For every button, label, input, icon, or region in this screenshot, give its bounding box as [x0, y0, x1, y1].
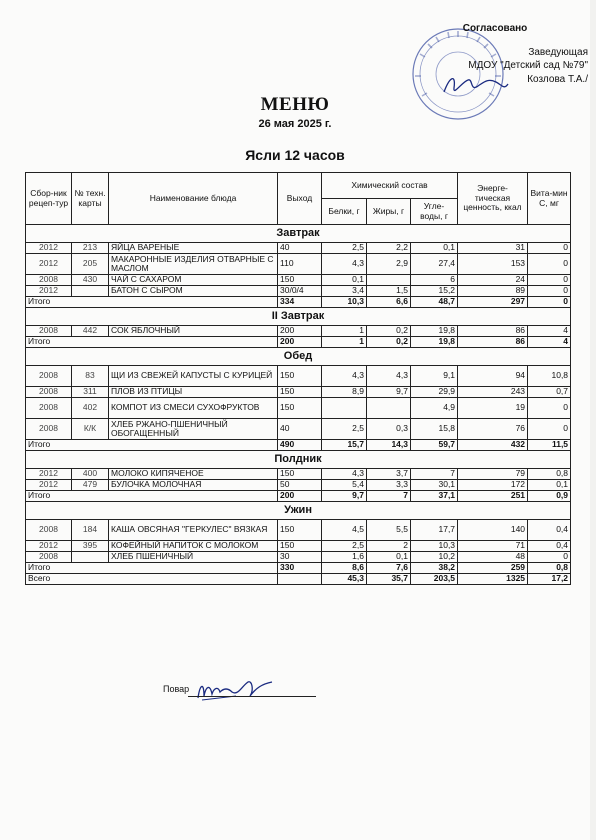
carbs-cell: 19,8: [411, 326, 458, 337]
proteins-cell: 3,4: [322, 286, 367, 297]
section-header-row: [26, 451, 571, 469]
vitamin-cell: 0,4: [528, 541, 571, 552]
section-title: Ужин: [26, 502, 571, 520]
proteins-cell: 5,4: [322, 480, 367, 491]
output-cell: 40: [278, 243, 322, 254]
energy-cell: 48: [458, 552, 528, 563]
proteins-cell: 4,3: [322, 254, 367, 275]
collection-cell: 2008: [26, 520, 72, 541]
tech-card-cell: 402: [72, 398, 109, 419]
energy-cell: 153: [458, 254, 528, 275]
fats-cell: 0,3: [367, 419, 411, 440]
column-header-dish: Наименование блюда: [109, 173, 278, 225]
total-output-cell: 200: [278, 491, 322, 502]
total-output-cell: 490: [278, 440, 322, 451]
table-row: [26, 398, 571, 419]
total-energy-cell: 251: [458, 491, 528, 502]
dish-name-cell: БУЛОЧКА МОЛОЧНАЯ: [109, 480, 278, 491]
dish-name-cell: КОФЕЙНЫЙ НАПИТОК С МОЛОКОМ: [109, 541, 278, 552]
column-header-tech-card: № техн. карты: [72, 173, 109, 225]
vitamin-cell: 0: [528, 254, 571, 275]
collection-cell: 2012: [26, 480, 72, 491]
energy-cell: 89: [458, 286, 528, 297]
total-energy-cell: 297: [458, 297, 528, 308]
menu-date: 26 мая 2025 г.: [258, 118, 332, 130]
total-row: [26, 491, 571, 502]
grand-total-proteins-cell: 45,3: [322, 574, 367, 585]
total-vitamin-cell: 4: [528, 337, 571, 348]
output-cell: 150: [278, 469, 322, 480]
energy-cell: 19: [458, 398, 528, 419]
fats-cell: 5,5: [367, 520, 411, 541]
dish-name-cell: ХЛЕБ ПШЕНИЧНЫЙ: [109, 552, 278, 563]
total-carbs-cell: 48,7: [411, 297, 458, 308]
proteins-cell: 1: [322, 326, 367, 337]
total-vitamin-cell: 0: [528, 297, 571, 308]
vitamin-cell: 0: [528, 398, 571, 419]
collection-cell: 2012: [26, 243, 72, 254]
table-row: [26, 541, 571, 552]
column-header-output: Выход: [278, 173, 322, 225]
total-vitamin-cell: 0,9: [528, 491, 571, 502]
proteins-cell: 8,9: [322, 387, 367, 398]
total-row: [26, 337, 571, 348]
total-label-cell: Итого: [26, 491, 278, 502]
proteins-cell: 2,5: [322, 541, 367, 552]
table-row: [26, 387, 571, 398]
output-cell: 150: [278, 541, 322, 552]
vitamin-cell: 4: [528, 326, 571, 337]
vitamin-cell: 0: [528, 552, 571, 563]
dish-name-cell: ПЛОВ ИЗ ПТИЦЫ: [109, 387, 278, 398]
vitamin-cell: 0: [528, 419, 571, 440]
energy-cell: 76: [458, 419, 528, 440]
total-proteins-cell: 15,7: [322, 440, 367, 451]
section-header-row: [26, 502, 571, 520]
total-label-cell: Итого: [26, 563, 278, 574]
output-cell: 30: [278, 552, 322, 563]
carbs-cell: 30,1: [411, 480, 458, 491]
tech-card-cell: 442: [72, 326, 109, 337]
total-output-cell: 330: [278, 563, 322, 574]
table-row: [26, 552, 571, 563]
fats-cell: [367, 398, 411, 419]
menu-table: [25, 172, 571, 585]
table-row: [26, 480, 571, 491]
total-vitamin-cell: 0,8: [528, 563, 571, 574]
energy-cell: 243: [458, 387, 528, 398]
output-cell: 30/0/4: [278, 286, 322, 297]
approval-title: Согласовано: [462, 23, 528, 34]
energy-cell: 31: [458, 243, 528, 254]
tech-card-cell: К/К: [72, 419, 109, 440]
table-row: [26, 469, 571, 480]
table-row: [26, 520, 571, 541]
dish-name-cell: МОЛОКО КИПЯЧЕНОЕ: [109, 469, 278, 480]
total-row: [26, 297, 571, 308]
cook-signature-line: [188, 696, 316, 697]
total-row: [26, 563, 571, 574]
fats-cell: 0,2: [367, 326, 411, 337]
energy-cell: 140: [458, 520, 528, 541]
carbs-cell: 10,2: [411, 552, 458, 563]
vitamin-cell: 0,1: [528, 480, 571, 491]
output-cell: 150: [278, 398, 322, 419]
grand-total-label-cell: Всего: [26, 574, 278, 585]
tech-card-cell: 430: [72, 275, 109, 286]
output-cell: 150: [278, 275, 322, 286]
section-header-row: [26, 308, 571, 326]
vitamin-cell: 0,7: [528, 387, 571, 398]
energy-cell: 172: [458, 480, 528, 491]
tech-card-cell: 479: [72, 480, 109, 491]
total-proteins-cell: 10,3: [322, 297, 367, 308]
total-fats-cell: 14,3: [367, 440, 411, 451]
output-cell: 150: [278, 387, 322, 398]
grand-total-vitamin-cell: 17,2: [528, 574, 571, 585]
proteins-cell: 1,6: [322, 552, 367, 563]
total-fats-cell: 7,6: [367, 563, 411, 574]
table-row: [26, 254, 571, 275]
collection-cell: 2008: [26, 275, 72, 286]
collection-cell: 2008: [26, 419, 72, 440]
total-fats-cell: 6,6: [367, 297, 411, 308]
carbs-cell: 15,8: [411, 419, 458, 440]
dish-name-cell: ХЛЕБ РЖАНО-ПШЕНИЧНЫЙ ОБОГАЩЕННЫЙ: [109, 419, 278, 440]
tech-card-cell: [72, 286, 109, 297]
table-row: [26, 286, 571, 297]
cook-signature-icon: [192, 676, 276, 704]
collection-cell: 2008: [26, 326, 72, 337]
fats-cell: 3,7: [367, 469, 411, 480]
approval-organization: МДОУ "Детский сад №79": [468, 60, 588, 71]
group-name: Ясли 12 часов: [245, 147, 345, 163]
table-row: [26, 275, 571, 286]
proteins-cell: 4,3: [322, 366, 367, 387]
tech-card-cell: 205: [72, 254, 109, 275]
tech-card-cell: 311: [72, 387, 109, 398]
section-title: Завтрак: [26, 225, 571, 243]
fats-cell: 2: [367, 541, 411, 552]
collection-cell: 2008: [26, 552, 72, 563]
proteins-cell: 0,1: [322, 275, 367, 286]
vitamin-cell: 0: [528, 275, 571, 286]
column-header-vitamin: Вита-мин С, мг: [528, 173, 571, 225]
dish-name-cell: ЯЙЦА ВАРЕНЫЕ: [109, 243, 278, 254]
column-header-chemical: Химический состав: [322, 173, 458, 199]
dish-name-cell: КАША ОВСЯНАЯ "ГЕРКУЛЕС" ВЯЗКАЯ: [109, 520, 278, 541]
column-header-collection: Сбор-ник рецеп-тур: [26, 173, 72, 225]
collection-cell: 2012: [26, 286, 72, 297]
collection-cell: 2008: [26, 366, 72, 387]
carbs-cell: 27,4: [411, 254, 458, 275]
total-carbs-cell: 59,7: [411, 440, 458, 451]
vitamin-cell: 10,8: [528, 366, 571, 387]
total-energy-cell: 86: [458, 337, 528, 348]
fats-cell: 1,5: [367, 286, 411, 297]
grand-total-fats-cell: 35,7: [367, 574, 411, 585]
collection-cell: 2012: [26, 541, 72, 552]
section-title: Полдник: [26, 451, 571, 469]
total-fats-cell: 0,2: [367, 337, 411, 348]
total-carbs-cell: 19,8: [411, 337, 458, 348]
proteins-cell: 2,5: [322, 243, 367, 254]
section-header-row: [26, 225, 571, 243]
fats-cell: 0,1: [367, 552, 411, 563]
table-row: [26, 419, 571, 440]
collection-cell: 2012: [26, 254, 72, 275]
total-row: [26, 440, 571, 451]
total-output-cell: 334: [278, 297, 322, 308]
energy-cell: 94: [458, 366, 528, 387]
fats-cell: [367, 275, 411, 286]
table-row: [26, 366, 571, 387]
output-cell: 110: [278, 254, 322, 275]
vitamin-cell: 0: [528, 243, 571, 254]
grand-total-output-cell: [278, 574, 322, 585]
total-carbs-cell: 38,2: [411, 563, 458, 574]
tech-card-cell: 83: [72, 366, 109, 387]
proteins-cell: 4,5: [322, 520, 367, 541]
carbs-cell: 15,2: [411, 286, 458, 297]
grand-total-energy-cell: 1325: [458, 574, 528, 585]
carbs-cell: 6: [411, 275, 458, 286]
energy-cell: 24: [458, 275, 528, 286]
total-proteins-cell: 8,6: [322, 563, 367, 574]
output-cell: 40: [278, 419, 322, 440]
proteins-cell: 2,5: [322, 419, 367, 440]
fats-cell: 9,7: [367, 387, 411, 398]
section-header-row: [26, 348, 571, 366]
section-title: II Завтрак: [26, 308, 571, 326]
carbs-cell: 4,9: [411, 398, 458, 419]
collection-cell: 2008: [26, 387, 72, 398]
carbs-cell: 9,1: [411, 366, 458, 387]
tech-card-cell: [72, 552, 109, 563]
dish-name-cell: КОМПОТ ИЗ СМЕСИ СУХОФРУКТОВ: [109, 398, 278, 419]
output-cell: 150: [278, 366, 322, 387]
column-header-fats: Жиры, г: [367, 199, 411, 225]
output-cell: 150: [278, 520, 322, 541]
collection-cell: 2012: [26, 469, 72, 480]
approval-position: Заведующая: [528, 46, 588, 58]
carbs-cell: 29,9: [411, 387, 458, 398]
fats-cell: 4,3: [367, 366, 411, 387]
dish-name-cell: ЧАЙ С САХАРОМ: [109, 275, 278, 286]
collection-cell: 2008: [26, 398, 72, 419]
cook-label: Повар: [163, 684, 190, 694]
table-row: [26, 326, 571, 337]
fats-cell: 2,9: [367, 254, 411, 275]
approval-signatory: Козлова Т.А./: [527, 73, 588, 85]
dish-name-cell: ЩИ ИЗ СВЕЖЕЙ КАПУСТЫ С КУРИЦЕЙ: [109, 366, 278, 387]
fats-cell: 3,3: [367, 480, 411, 491]
dish-name-cell: СОК ЯБЛОЧНЫЙ: [109, 326, 278, 337]
total-vitamin-cell: 11,5: [528, 440, 571, 451]
page-title: МЕНЮ: [260, 94, 330, 115]
vitamin-cell: 0,4: [528, 520, 571, 541]
tech-card-cell: 184: [72, 520, 109, 541]
column-header-energy: Энерге-тическая ценность, ккал: [458, 173, 528, 225]
proteins-cell: 4,3: [322, 469, 367, 480]
grand-total-carbs-cell: 203,5: [411, 574, 458, 585]
carbs-cell: 0,1: [411, 243, 458, 254]
dish-name-cell: МАКАРОННЫЕ ИЗДЕЛИЯ ОТВАРНЫЕ С МАСЛОМ: [109, 254, 278, 275]
total-proteins-cell: 9,7: [322, 491, 367, 502]
column-header-carbs: Угле-воды, г: [411, 199, 458, 225]
tech-card-cell: 395: [72, 541, 109, 552]
carbs-cell: 17,7: [411, 520, 458, 541]
total-label-cell: Итого: [26, 440, 278, 451]
output-cell: 200: [278, 326, 322, 337]
energy-cell: 86: [458, 326, 528, 337]
tech-card-cell: 213: [72, 243, 109, 254]
total-energy-cell: 432: [458, 440, 528, 451]
energy-cell: 79: [458, 469, 528, 480]
vitamin-cell: 0: [528, 286, 571, 297]
total-label-cell: Итого: [26, 337, 278, 348]
output-cell: 50: [278, 480, 322, 491]
total-carbs-cell: 37,1: [411, 491, 458, 502]
grand-total-row: [26, 574, 571, 585]
vitamin-cell: 0,8: [528, 469, 571, 480]
column-header-proteins: Белки, г: [322, 199, 367, 225]
fats-cell: 2,2: [367, 243, 411, 254]
energy-cell: 71: [458, 541, 528, 552]
dish-name-cell: БАТОН С СЫРОМ: [109, 286, 278, 297]
total-fats-cell: 7: [367, 491, 411, 502]
total-proteins-cell: 1: [322, 337, 367, 348]
tech-card-cell: 400: [72, 469, 109, 480]
section-title: Обед: [26, 348, 571, 366]
proteins-cell: [322, 398, 367, 419]
total-label-cell: Итого: [26, 297, 278, 308]
total-output-cell: 200: [278, 337, 322, 348]
total-energy-cell: 259: [458, 563, 528, 574]
carbs-cell: 7: [411, 469, 458, 480]
carbs-cell: 10,3: [411, 541, 458, 552]
table-row: [26, 243, 571, 254]
